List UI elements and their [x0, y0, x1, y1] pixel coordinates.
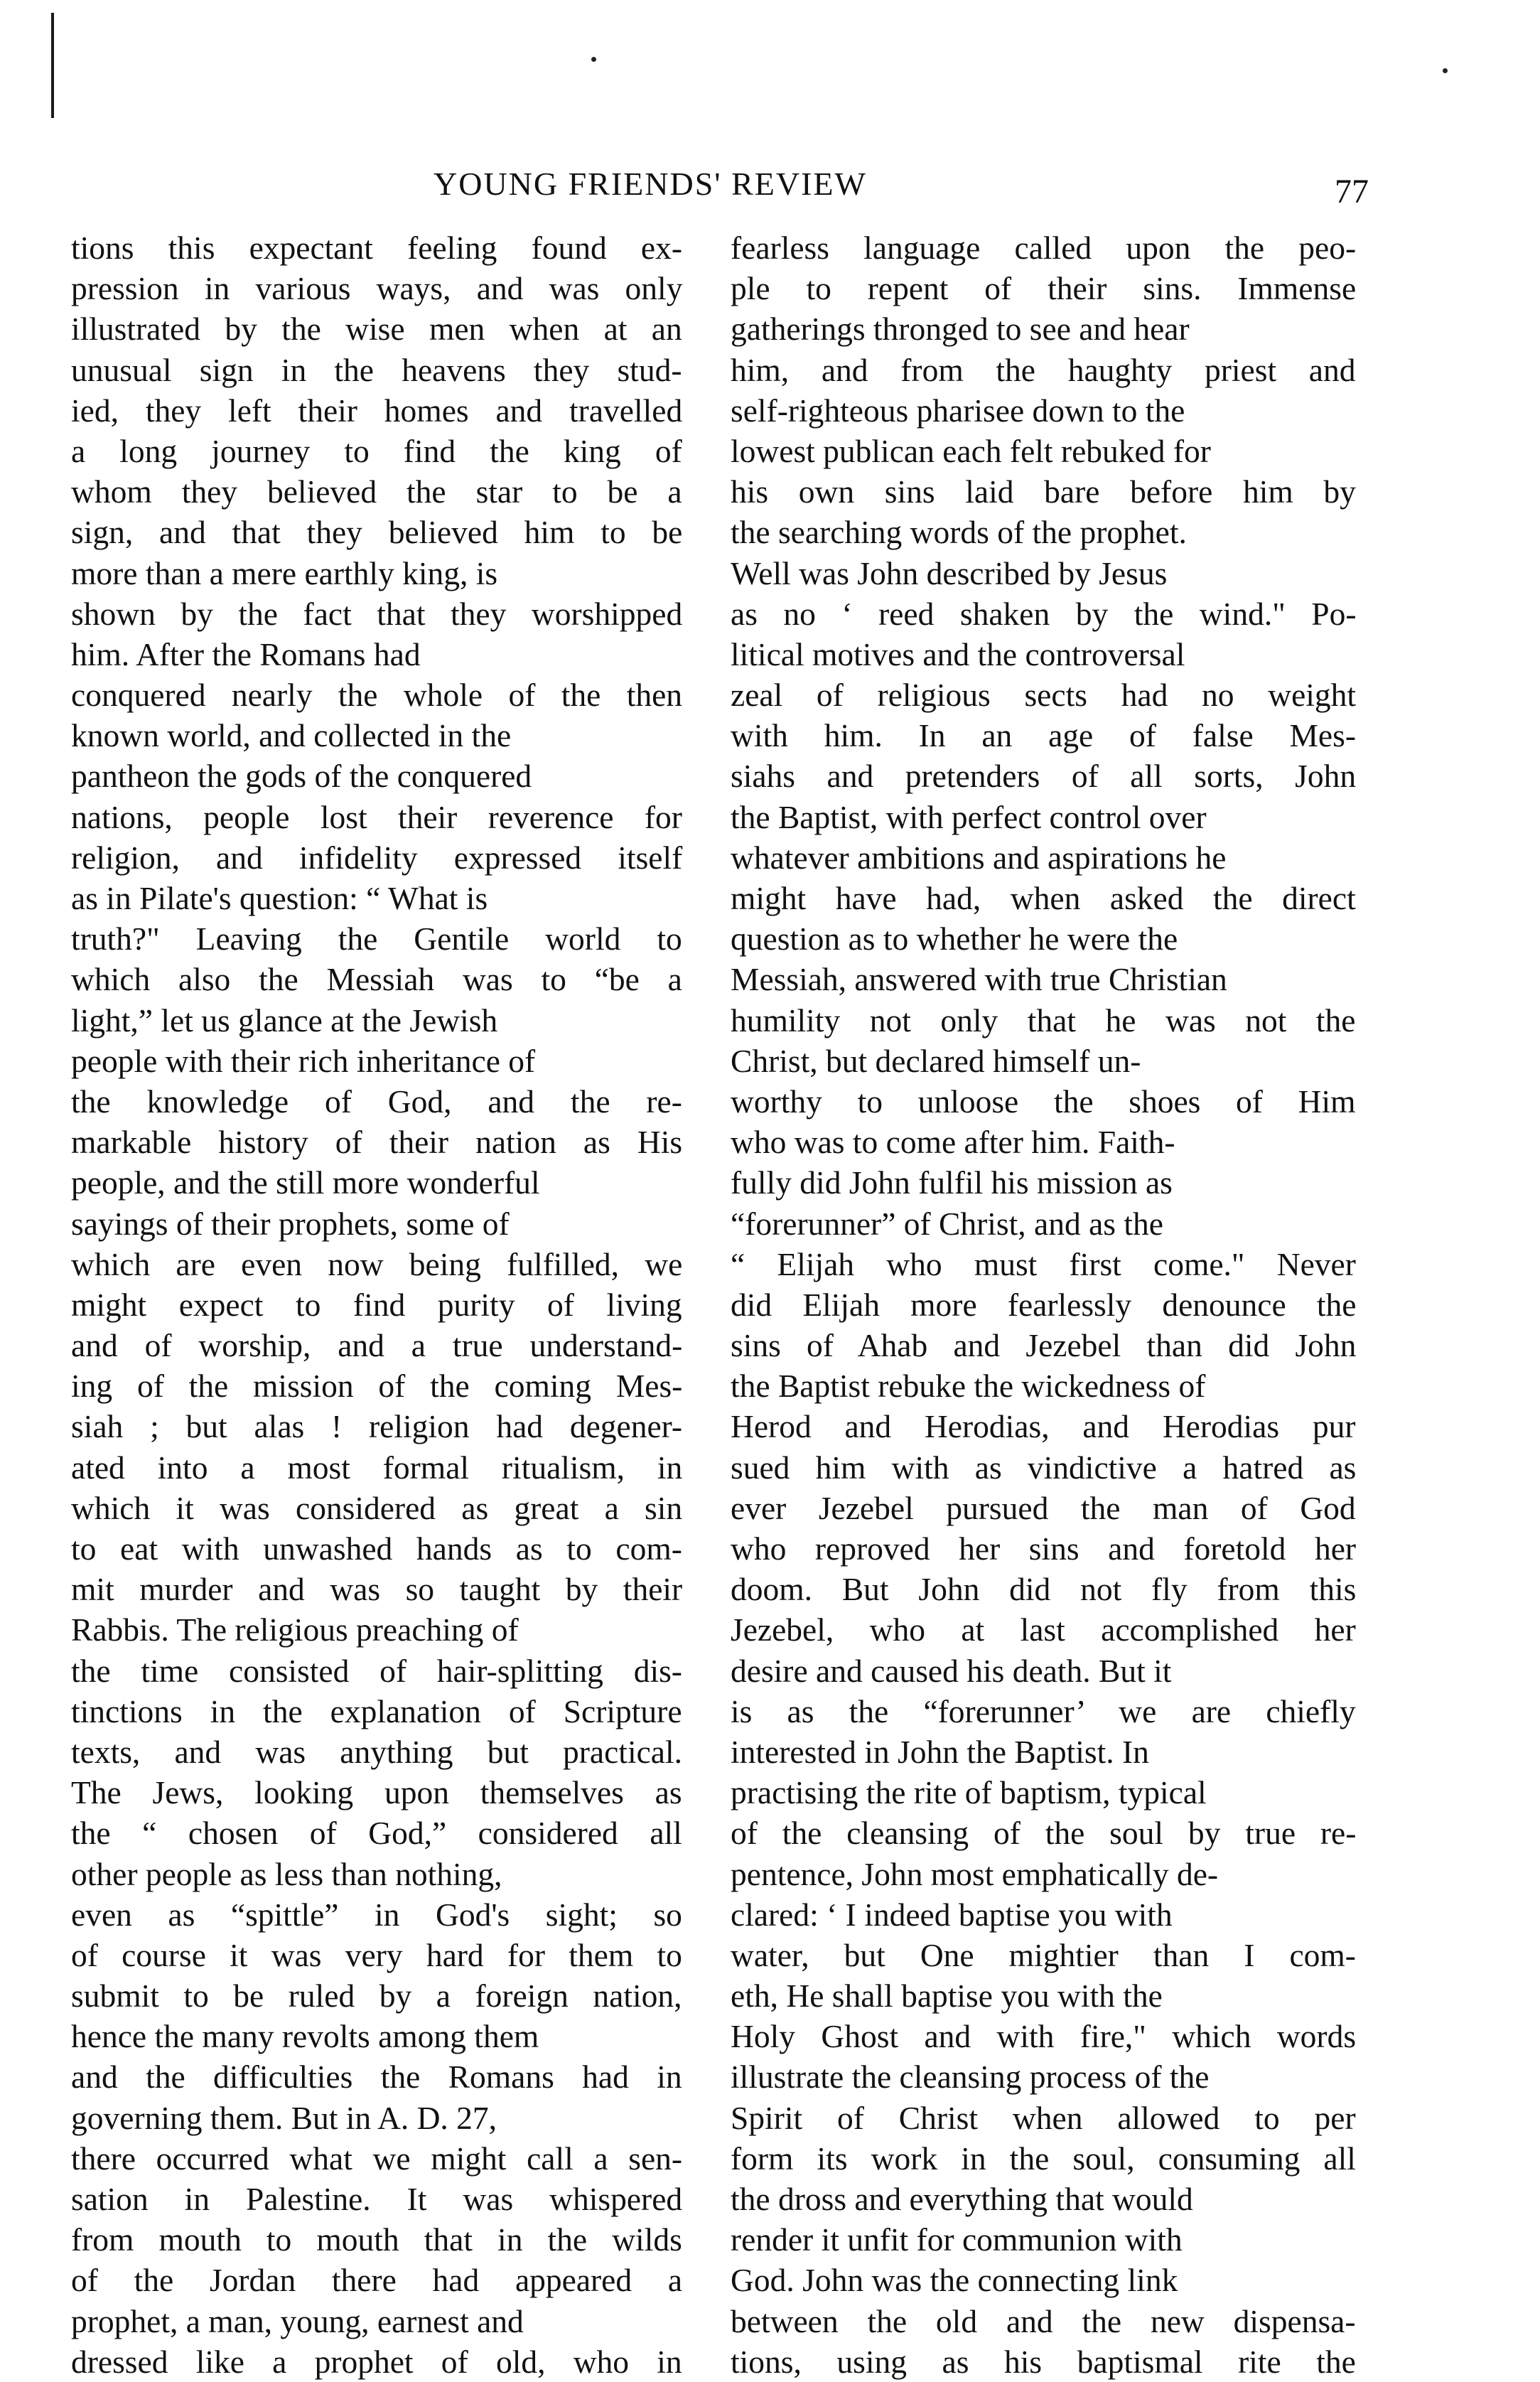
text-line: Well was John described by Jesus [731, 554, 1168, 591]
text-line: fully did John fulfil his mission as [731, 1164, 1173, 1201]
text-line: litical motives and the controversal [731, 635, 1185, 672]
text-line: water, but One mightier than I com- [731, 1936, 1356, 1973]
text-line: ing of the mission of the coming Mes- [71, 1368, 683, 1405]
text-line: which it was considered as great a sin [71, 1489, 683, 1526]
text-line: illustrate the cleansing process of the [731, 2059, 1210, 2096]
text-line: shown by the fact that they worshipped [71, 595, 683, 632]
text-line: people, and the still more wonderful [71, 1164, 540, 1201]
text-line: desire and caused his death. But it [731, 1652, 1172, 1689]
text-line: conquered nearly the whole of the then [71, 677, 683, 714]
text-line: render it unfit for communion with [731, 2221, 1183, 2258]
text-line: unusual sign in the heavens they stud- [71, 351, 682, 388]
text-line: markable history of their nation as His [71, 1124, 683, 1161]
text-line: ied, they left their homes and travelled [71, 392, 683, 429]
text-line: nations, people lost their reverence for [71, 798, 682, 835]
text-line: submit to be ruled by a foreign nation, [71, 1978, 682, 2014]
text-line: the searching words of the prophet. [731, 514, 1187, 551]
text-line: Messiah, answered with true Christian [731, 961, 1227, 998]
text-line: to eat with unwashed hands as to com- [71, 1530, 682, 1567]
text-line: is as the “forerunner’ we are chiefly [731, 1692, 1356, 1729]
text-line: sign, and that they believed him to be [71, 514, 683, 551]
text-line: zeal of religious sects had no weight [731, 677, 1357, 714]
text-line: of the Jordan there had appeared a [71, 2262, 683, 2299]
text-line: self-righteous pharisee down to the [731, 392, 1185, 429]
text-line: sayings of their prophets, some of [71, 1205, 510, 1242]
text-line: even as “spittle” in God's sight; so [71, 1896, 682, 1933]
text-line: “ Elijah who must first come." Never [731, 1245, 1356, 1282]
text-line: there occurred what we might call a sen- [71, 2140, 683, 2177]
text-line: lowest publican each felt rebuked for [731, 432, 1211, 469]
text-line: clared: ‘ I indeed baptise you with [731, 1896, 1173, 1933]
text-line: the dross and everything that would [731, 2181, 1193, 2217]
text-line: of course it was very hard for them to [71, 1936, 682, 1973]
text-line: who was to come after him. Faith- [731, 1124, 1175, 1161]
text-line: religion, and infidelity expressed itself [71, 839, 683, 876]
text-line: fearless language called upon the peo- [731, 230, 1357, 266]
text-line: ple to repent of their sins. Immense [731, 270, 1357, 307]
text-line: which are even now being fulfilled, we [71, 1245, 683, 1282]
text-line: pression in various ways, and was only [71, 270, 683, 307]
text-line: gatherings thronged to see and hear [731, 311, 1190, 348]
text-line: might expect to find purity of living [71, 1286, 682, 1323]
text-line: “forerunner” of Christ, and as the [731, 1205, 1163, 1242]
text-line: pantheon the gods of the conquered [71, 758, 532, 795]
text-line: Christ, but declared himself un- [731, 1042, 1141, 1079]
text-line: whatever ambitions and aspirations he [731, 839, 1227, 876]
text-line: doom. But John did not fly from this [731, 1571, 1357, 1608]
text-line: as in Pilate's question: “ What is [71, 880, 488, 916]
text-line: other people as less than nothing, [71, 1855, 502, 1892]
text-line: tions, using as his baptismal rite the [731, 2343, 1356, 2380]
running-head-title: YOUNG FRIENDS' REVIEW [434, 166, 867, 202]
text-line: truth?" Leaving the Gentile world to [71, 921, 682, 957]
text-column-right [731, 227, 1356, 2382]
text-line: did Elijah more fearlessly denounce the [731, 1286, 1357, 1323]
text-line: tinctions in the explanation of Scripture [71, 1692, 682, 1729]
text-line: interested in John the Baptist. In [731, 1733, 1149, 1770]
text-line: question as to whether he were the [731, 921, 1178, 957]
text-line: with him. In an age of false Mes- [731, 717, 1356, 754]
text-line: sation in Palestine. It was whispered [71, 2181, 683, 2217]
text-line: texts, and was anything but practical. [71, 1733, 682, 1770]
text-line: which also the Messiah was to “be a [71, 961, 682, 998]
text-line: the “ chosen of God,” considered all [71, 1815, 682, 1852]
text-line: whom they believed the star to be a [71, 473, 682, 510]
ink-speck [1443, 68, 1448, 73]
text-line: God. John was the connecting link [731, 2262, 1178, 2299]
text-line: Spirit of Christ when allowed to per [731, 2099, 1356, 2136]
text-line: siah ; but alas ! religion had degener- [71, 1408, 683, 1445]
page-number: 77 [1335, 173, 1369, 210]
text-line: sued him with as vindictive a hatred as [731, 1449, 1357, 1486]
text-line: hence the many revolts among them [71, 2018, 539, 2055]
text-line: and the difficulties the Romans had in [71, 2059, 682, 2096]
text-line: from mouth to mouth that in the wilds [71, 2221, 682, 2258]
text-line: who reproved her sins and foretold her [731, 1530, 1357, 1567]
text-line: Rabbis. The religious preaching of [71, 1611, 519, 1648]
text-line: people with their rich inheritance of [71, 1042, 536, 1079]
text-line: the Baptist, with perfect control over [731, 798, 1207, 835]
text-line: illustrated by the wise men when at an [71, 311, 682, 348]
text-line: ever Jezebel pursued the man of God [731, 1489, 1356, 1526]
text-line: form its work in the soul, consuming all [731, 2140, 1356, 2177]
text-line: sins of Ahab and Jezebel than did John [731, 1327, 1357, 1364]
text-line: of the cleansing of the soul by true re- [731, 1815, 1357, 1852]
text-line: governing them. But in A. D. 27, [71, 2099, 497, 2136]
text-line: mit murder and was so taught by their [71, 1571, 683, 1608]
text-line: humility not only that he was not the [731, 1002, 1356, 1039]
margin-rule [51, 13, 54, 118]
text-line: more than a mere earthly king, is [71, 554, 498, 591]
text-line: The Jews, looking upon themselves as [71, 1774, 682, 1811]
ink-speck [591, 57, 596, 62]
text-line: between the old and the new dispensa- [731, 2302, 1356, 2339]
text-line: the Baptist rebuke the wickedness of [731, 1368, 1206, 1405]
text-line: the knowledge of God, and the re- [71, 1083, 682, 1120]
text-line: might have had, when asked the direct [731, 880, 1356, 916]
text-line: practising the rite of baptism, typical [731, 1774, 1207, 1811]
text-line: as no ‘ reed shaken by the wind." Po- [731, 595, 1357, 632]
text-line: eth, He shall baptise you with the [731, 1978, 1163, 2014]
text-line: tions this expectant feeling found ex- [71, 230, 682, 266]
text-line: and of worship, and a true understand- [71, 1327, 683, 1364]
text-line: worthy to unloose the shoes of Him [731, 1083, 1356, 1120]
text-line: siahs and pretenders of all sorts, John [731, 758, 1357, 795]
text-column-left [71, 227, 682, 2382]
text-line: ated into a most formal ritualism, in [71, 1449, 683, 1486]
text-line: known world, and collected in the [71, 717, 512, 754]
text-line: a long journey to find the king of [71, 432, 682, 469]
text-line: pentence, John most emphatically de- [731, 1855, 1219, 1892]
text-line: him, and from the haughty priest and [731, 351, 1356, 388]
text-line: him. After the Romans had [71, 635, 421, 672]
text-line: light,” let us glance at the Jewish [71, 1002, 498, 1039]
text-line: Jezebel, who at last accomplished her [731, 1611, 1356, 1648]
text-line: Herod and Herodias, and Herodias pur [731, 1408, 1356, 1445]
text-line: prophet, a man, young, earnest and [71, 2302, 524, 2339]
text-line: the time consisted of hair-splitting dis- [71, 1652, 682, 1689]
text-line: Holy Ghost and with fire," which words [731, 2018, 1357, 2055]
text-line: his own sins laid bare before him by [731, 473, 1356, 510]
text-line: dressed like a prophet of old, who in [71, 2343, 682, 2380]
